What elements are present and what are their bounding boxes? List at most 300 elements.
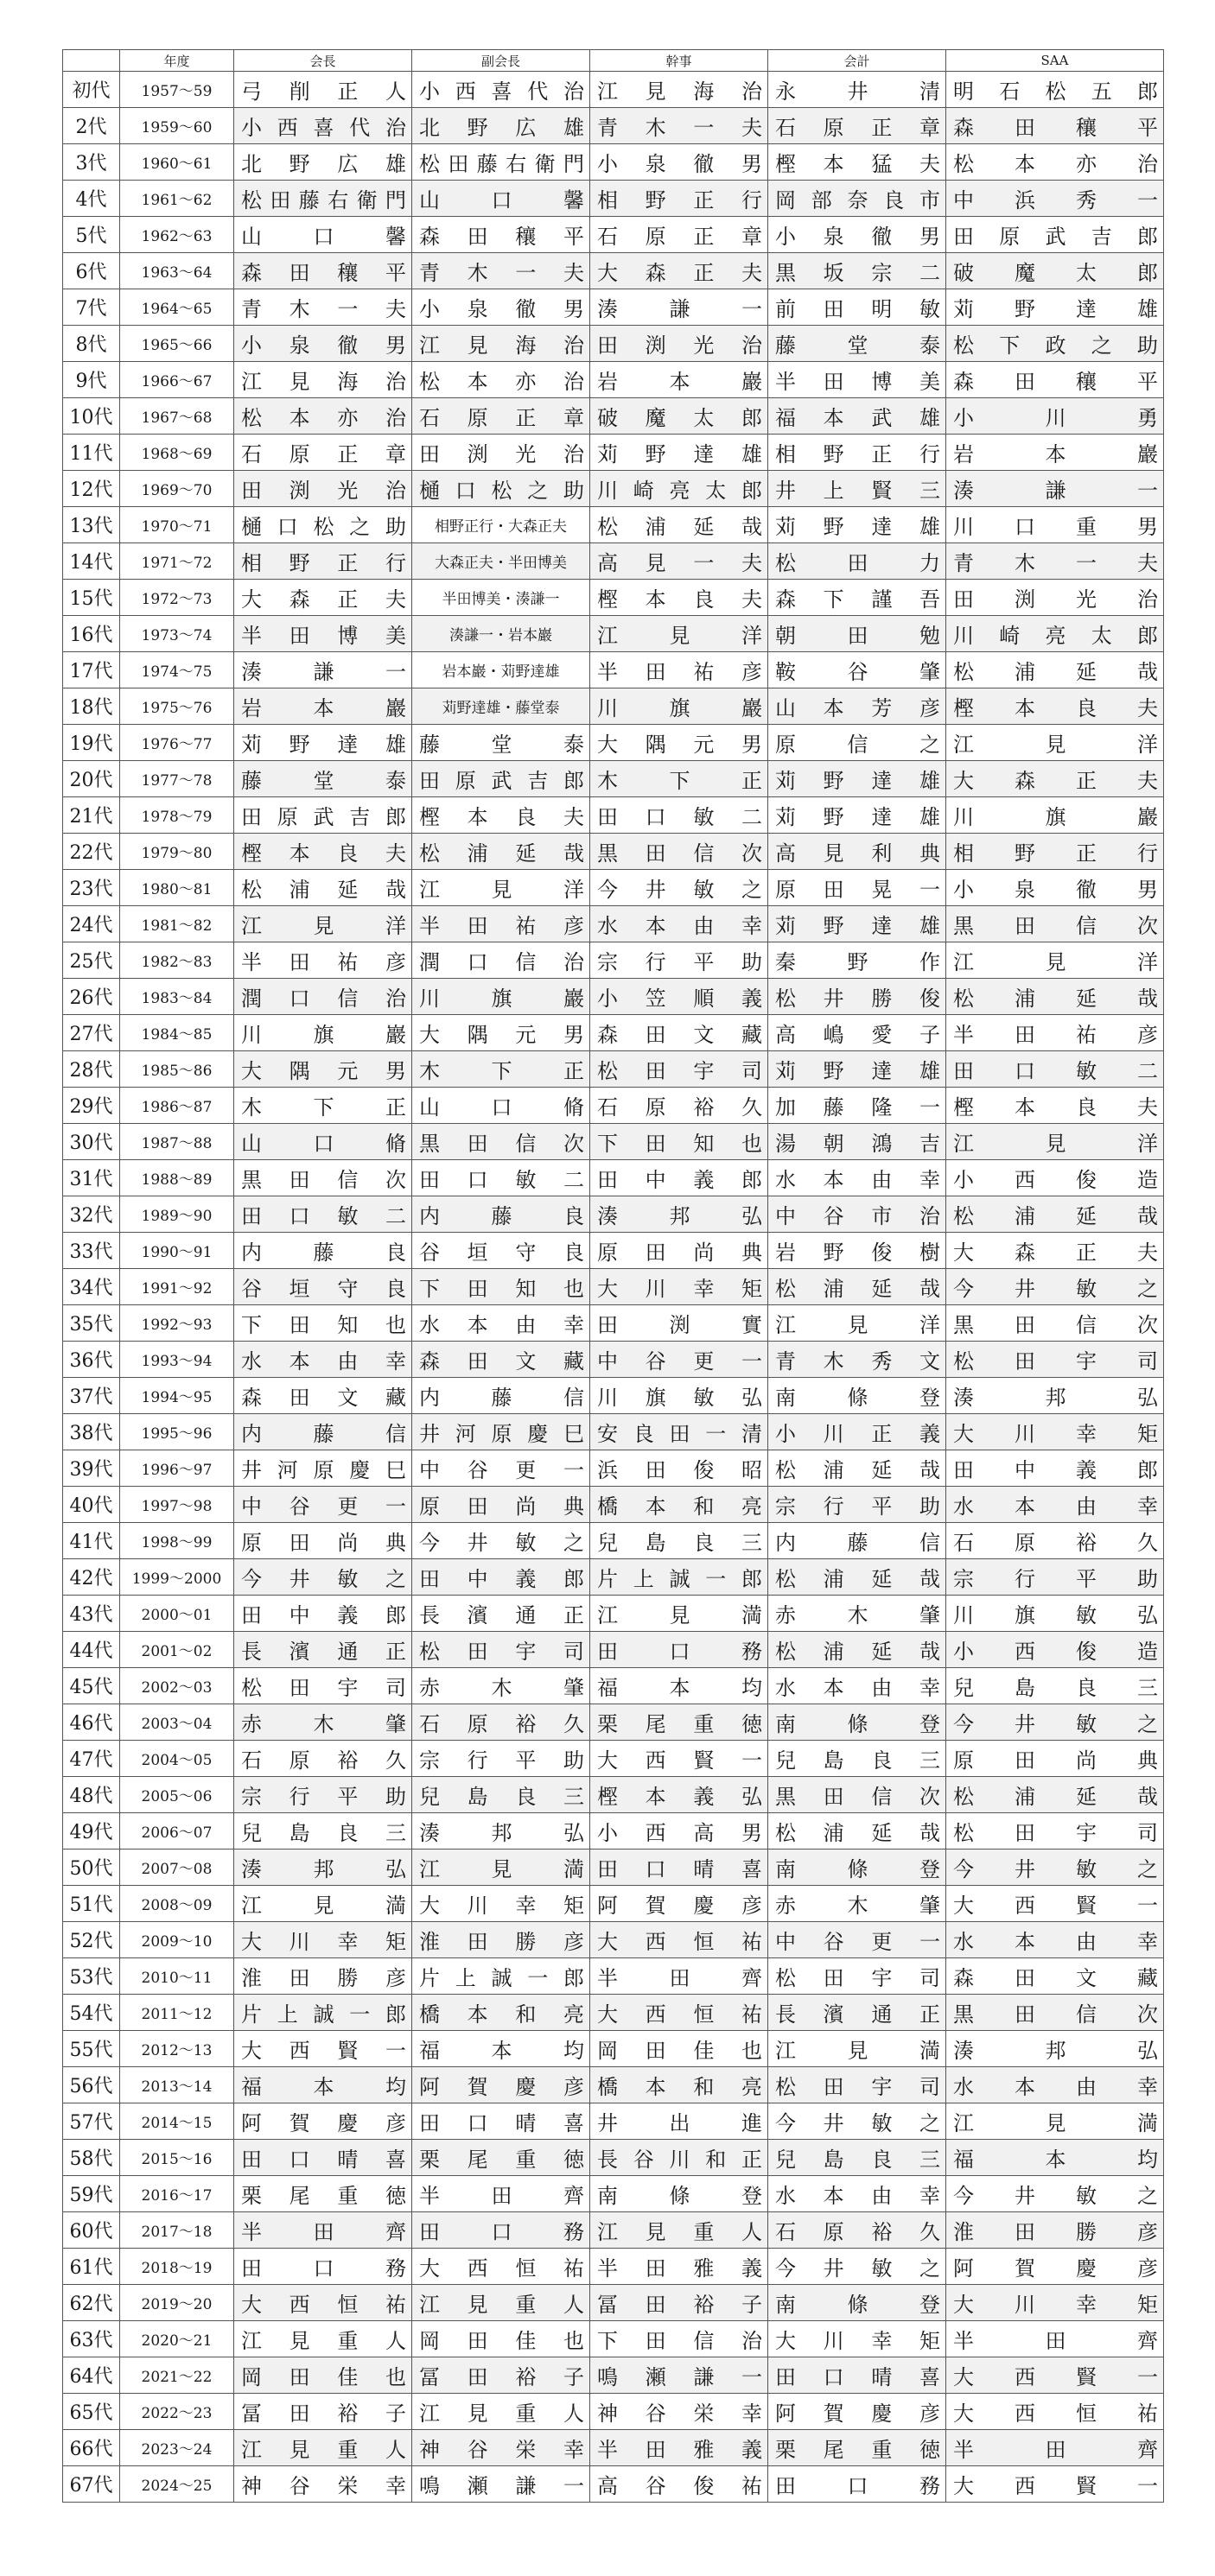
vice-president-cell: 小西喜代治 (412, 72, 590, 108)
saa-cell: 岩本巖 (946, 435, 1164, 471)
vice-president-cell: 江見洋 (412, 870, 590, 906)
president-cell: 神谷栄幸 (234, 2466, 412, 2503)
vice-president-cell: 水本由幸 (412, 1305, 590, 1342)
secretary-cell: 井出進 (590, 2103, 768, 2140)
generation-cell: 25代 (63, 942, 120, 979)
generation-cell: 65代 (63, 2394, 120, 2430)
secretary-cell: 苅野達雄 (590, 435, 768, 471)
year-cell: 1979～80 (120, 834, 234, 870)
year-cell: 1995～96 (120, 1414, 234, 1450)
generation-cell: 22代 (63, 834, 120, 870)
saa-cell: 大川幸矩 (946, 2285, 1164, 2321)
table-row (63, 1559, 1164, 1596)
table-row (63, 289, 1164, 326)
treasurer-cell: 高嶋愛子 (768, 1015, 946, 1051)
president-cell: 長濱通正 (234, 1632, 412, 1668)
treasurer-cell: 栗尾重徳 (768, 2430, 946, 2466)
saa-cell: 川崎亮太郎 (946, 616, 1164, 652)
year-cell: 1982～83 (120, 942, 234, 979)
vice-president-cell: 内藤良 (412, 1196, 590, 1233)
saa-cell: 淮田勝彦 (946, 2212, 1164, 2249)
treasurer-cell: 南條登 (768, 1378, 946, 1414)
secretary-cell: 石原裕久 (590, 1088, 768, 1124)
secretary-cell: 森田文藏 (590, 1015, 768, 1051)
saa-cell: 水本由幸 (946, 1922, 1164, 1958)
table-row (63, 1668, 1164, 1704)
treasurer-cell: 松田宇司 (768, 2067, 946, 2103)
president-cell: 淮田勝彦 (234, 1958, 412, 1995)
generation-cell: 33代 (63, 1233, 120, 1269)
saa-cell: 苅野達雄 (946, 289, 1164, 326)
secretary-cell: 江見満 (590, 1596, 768, 1632)
president-cell: 下田知也 (234, 1305, 412, 1342)
year-cell: 1978～79 (120, 797, 234, 834)
secretary-cell: 阿賀慶彦 (590, 1886, 768, 1922)
year-cell: 2012～13 (120, 2031, 234, 2067)
generation-cell: 59代 (63, 2176, 120, 2212)
treasurer-cell: 苅野達雄 (768, 1051, 946, 1088)
table-row (63, 2067, 1164, 2103)
year-cell: 1996～97 (120, 1450, 234, 1487)
secretary-cell: 宗行平助 (590, 942, 768, 979)
president-cell: 江見重人 (234, 2430, 412, 2466)
table-row (63, 870, 1164, 906)
president-cell: 江見満 (234, 1886, 412, 1922)
generation-cell: 14代 (63, 543, 120, 580)
table-row (63, 1015, 1164, 1051)
president-cell: 湊謙一 (234, 652, 412, 688)
president-cell: 田渕光治 (234, 471, 412, 507)
secretary-cell: 黒田信次 (590, 834, 768, 870)
generation-cell: 49代 (63, 1813, 120, 1850)
year-cell: 1972～73 (120, 580, 234, 616)
treasurer-cell: 阿賀慶彦 (768, 2394, 946, 2430)
table-row (63, 1596, 1164, 1632)
president-cell: 今井敏之 (234, 1559, 412, 1596)
president-cell: 内藤信 (234, 1414, 412, 1450)
vice-president-cell: 松本亦治 (412, 362, 590, 398)
secretary-cell: 湊謙一 (590, 289, 768, 326)
vice-president-cell: 苅野達雄・藤堂泰 (412, 688, 590, 725)
treasurer-cell: 長濱通正 (768, 1995, 946, 2031)
vice-president-cell: 黒田信次 (412, 1124, 590, 1160)
saa-cell: 松浦延哉 (946, 652, 1164, 688)
table-row (63, 1958, 1164, 1995)
table-row (63, 217, 1164, 253)
vice-president-cell: 森田文藏 (412, 1342, 590, 1378)
vice-president-cell: 田口敏二 (412, 1160, 590, 1196)
secretary-cell: 岡田佳也 (590, 2031, 768, 2067)
secretary-cell: 木下正 (590, 761, 768, 797)
vice-president-cell: 半田齊 (412, 2176, 590, 2212)
secretary-cell: 川旗敏弘 (590, 1378, 768, 1414)
treasurer-cell: 苅野達雄 (768, 507, 946, 543)
treasurer-cell: 南條登 (768, 1850, 946, 1886)
secretary-cell: 今井敏之 (590, 870, 768, 906)
secretary-cell: 田渕光治 (590, 326, 768, 362)
vice-president-cell: 藤堂泰 (412, 725, 590, 761)
saa-cell: 黒田信次 (946, 906, 1164, 942)
president-cell: 松本亦治 (234, 398, 412, 435)
generation-cell: 31代 (63, 1160, 120, 1196)
saa-cell: 石原裕久 (946, 1523, 1164, 1559)
year-cell: 1970～71 (120, 507, 234, 543)
vice-president-cell: 樋口松之助 (412, 471, 590, 507)
secretary-cell: 江見海治 (590, 72, 768, 108)
treasurer-cell: 福本武雄 (768, 398, 946, 435)
saa-cell: 川口重男 (946, 507, 1164, 543)
treasurer-cell: 永井清 (768, 72, 946, 108)
saa-cell: 松田宇司 (946, 1813, 1164, 1850)
saa-cell: 松浦延哉 (946, 1196, 1164, 1233)
saa-cell: 半田齊 (946, 2321, 1164, 2357)
president-cell: 冨田裕子 (234, 2394, 412, 2430)
secretary-cell: 江見洋 (590, 616, 768, 652)
vice-president-cell: 中谷更一 (412, 1450, 590, 1487)
table-row (63, 834, 1164, 870)
vice-president-cell: 宗行平助 (412, 1741, 590, 1777)
table-row (63, 2321, 1164, 2357)
table-row (63, 326, 1164, 362)
president-cell: 樋口松之助 (234, 507, 412, 543)
table-row (63, 1523, 1164, 1559)
president-cell: 栗尾重徳 (234, 2176, 412, 2212)
treasurer-cell: 田口晴喜 (768, 2357, 946, 2394)
vice-president-cell: 谷垣守良 (412, 1233, 590, 1269)
generation-cell: 19代 (63, 725, 120, 761)
president-cell: 弓削正人 (234, 72, 412, 108)
year-cell: 2009～10 (120, 1922, 234, 1958)
secretary-cell: 青木一夫 (590, 108, 768, 144)
table-row (63, 507, 1164, 543)
table-row (63, 942, 1164, 979)
saa-cell: 阿賀慶彦 (946, 2249, 1164, 2285)
saa-cell: 森田文藏 (946, 1958, 1164, 1995)
saa-cell: 大森正夫 (946, 1233, 1164, 1269)
secretary-cell: 高見一夫 (590, 543, 768, 580)
vice-president-cell: 片上誠一郎 (412, 1958, 590, 1995)
secretary-cell: 浜田俊昭 (590, 1450, 768, 1487)
president-cell: 森田穰平 (234, 253, 412, 289)
year-cell: 2021～22 (120, 2357, 234, 2394)
treasurer-cell: 岩野俊樹 (768, 1233, 946, 1269)
year-cell: 2014～15 (120, 2103, 234, 2140)
president-cell: 岩本巖 (234, 688, 412, 725)
table-row (63, 1886, 1164, 1922)
secretary-cell: 破魔太郎 (590, 398, 768, 435)
treasurer-cell: 兒島良三 (768, 1741, 946, 1777)
year-cell: 2022～23 (120, 2394, 234, 2430)
treasurer-cell: 水本由幸 (768, 1668, 946, 1704)
saa-cell: 湊邦弘 (946, 2031, 1164, 2067)
vice-president-cell: 赤木肇 (412, 1668, 590, 1704)
treasurer-cell: 江見満 (768, 2031, 946, 2067)
table-row (63, 1813, 1164, 1850)
year-cell: 1976～77 (120, 725, 234, 761)
secretary-cell: 大隅元男 (590, 725, 768, 761)
header-row (63, 50, 1164, 72)
president-cell: 潤口信治 (234, 979, 412, 1015)
table-row (63, 1632, 1164, 1668)
president-cell: 岡田佳也 (234, 2357, 412, 2394)
treasurer-cell: 松田力 (768, 543, 946, 580)
president-cell: 大西賢一 (234, 2031, 412, 2067)
saa-cell: 松浦延哉 (946, 979, 1164, 1015)
officers-table (62, 49, 1164, 2503)
generation-cell: 40代 (63, 1487, 120, 1523)
treasurer-cell: 朝田勉 (768, 616, 946, 652)
year-cell: 1985～86 (120, 1051, 234, 1088)
generation-cell: 67代 (63, 2466, 120, 2503)
table-row (63, 181, 1164, 217)
year-cell: 2023～24 (120, 2430, 234, 2466)
secretary-cell: 長谷川和正 (590, 2140, 768, 2176)
table-row (63, 2394, 1164, 2430)
generation-cell: 34代 (63, 1269, 120, 1305)
secretary-cell: 南條登 (590, 2176, 768, 2212)
president-cell: 片上誠一郎 (234, 1995, 412, 2031)
generation-cell: 16代 (63, 616, 120, 652)
year-cell: 1999～2000 (120, 1559, 234, 1596)
secretary-cell: 石原正章 (590, 217, 768, 253)
generation-cell: 23代 (63, 870, 120, 906)
saa-cell: 半田祐彦 (946, 1015, 1164, 1051)
table-row (63, 1160, 1164, 1196)
treasurer-cell: 赤木肇 (768, 1886, 946, 1922)
president-cell: 原田尚典 (234, 1523, 412, 1559)
generation-cell: 10代 (63, 398, 120, 435)
generation-cell: 42代 (63, 1559, 120, 1596)
officers-table-body (63, 72, 1164, 2503)
president-cell: 湊邦弘 (234, 1850, 412, 1886)
year-cell: 2007～08 (120, 1850, 234, 1886)
treasurer-cell: 黒田信次 (768, 1777, 946, 1813)
secretary-cell: 田口晴喜 (590, 1850, 768, 1886)
year-cell: 1973～74 (120, 616, 234, 652)
year-cell: 2003～04 (120, 1704, 234, 1741)
president-cell: 江見洋 (234, 906, 412, 942)
year-cell: 1990～91 (120, 1233, 234, 1269)
generation-cell: 52代 (63, 1922, 120, 1958)
saa-cell: 原田尚典 (946, 1741, 1164, 1777)
secretary-cell: 橋本和亮 (590, 2067, 768, 2103)
table-row (63, 1233, 1164, 1269)
generation-cell: 11代 (63, 435, 120, 471)
year-cell: 1965～66 (120, 326, 234, 362)
generation-cell: 24代 (63, 906, 120, 942)
secretary-cell: 大西賢一 (590, 1741, 768, 1777)
president-cell: 半田祐彦 (234, 942, 412, 979)
secretary-cell: 安良田一清 (590, 1414, 768, 1450)
president-cell: 木下正 (234, 1088, 412, 1124)
president-cell: 田原武吉郎 (234, 797, 412, 834)
secretary-cell: 小泉徹男 (590, 144, 768, 181)
vice-president-cell: 福本均 (412, 2031, 590, 2067)
year-cell: 1991～92 (120, 1269, 234, 1305)
table-row (63, 398, 1164, 435)
saa-cell: 大川幸矩 (946, 1414, 1164, 1450)
vice-president-cell: 今井敏之 (412, 1523, 590, 1559)
table-row (63, 1922, 1164, 1958)
secretary-cell: 川崎亮太郎 (590, 471, 768, 507)
vice-president-cell: 田渕光治 (412, 435, 590, 471)
vice-president-cell: 岡田佳也 (412, 2321, 590, 2357)
generation-cell: 6代 (63, 253, 120, 289)
president-cell: 川旗巖 (234, 1015, 412, 1051)
secretary-cell: 下田知也 (590, 1124, 768, 1160)
table-row (63, 2249, 1164, 2285)
secretary-cell: 岩本巖 (590, 362, 768, 398)
generation-cell: 48代 (63, 1777, 120, 1813)
generation-cell: 35代 (63, 1305, 120, 1342)
treasurer-cell: 原田晃一 (768, 870, 946, 906)
year-cell: 1967～68 (120, 398, 234, 435)
generation-cell: 53代 (63, 1958, 120, 1995)
treasurer-cell: 原信之 (768, 725, 946, 761)
treasurer-cell: 石原裕久 (768, 2212, 946, 2249)
header-vice-president: 副会長 (412, 50, 590, 72)
year-cell: 1993～94 (120, 1342, 234, 1378)
treasurer-cell: 小泉徹男 (768, 217, 946, 253)
table-row (63, 1741, 1164, 1777)
vice-president-cell: 冨田裕子 (412, 2357, 590, 2394)
year-cell: 2019～20 (120, 2285, 234, 2321)
treasurer-cell: 半田博美 (768, 362, 946, 398)
vice-president-cell: 湊邦弘 (412, 1813, 590, 1850)
vice-president-cell: 大隅元男 (412, 1015, 590, 1051)
treasurer-cell: 松浦延哉 (768, 1559, 946, 1596)
year-cell: 1981～82 (120, 906, 234, 942)
generation-cell: 39代 (63, 1450, 120, 1487)
generation-cell: 43代 (63, 1596, 120, 1632)
secretary-cell: 田渕實 (590, 1305, 768, 1342)
president-cell: 半田齊 (234, 2212, 412, 2249)
saa-cell: 福本均 (946, 2140, 1164, 2176)
secretary-cell: 川旗巖 (590, 688, 768, 725)
vice-president-cell: 栗尾重徳 (412, 2140, 590, 2176)
vice-president-cell: 下田知也 (412, 1269, 590, 1305)
generation-cell: 4代 (63, 181, 120, 217)
table-row (63, 2031, 1164, 2067)
generation-cell: 56代 (63, 2067, 120, 2103)
saa-cell: 森田穰平 (946, 108, 1164, 144)
year-cell: 1957～59 (120, 72, 234, 108)
president-cell: 石原裕久 (234, 1741, 412, 1777)
president-cell: 田中義郎 (234, 1596, 412, 1632)
year-cell: 2011～12 (120, 1995, 234, 2031)
header-president: 会長 (234, 50, 412, 72)
year-cell: 1959～60 (120, 108, 234, 144)
generation-cell: 8代 (63, 326, 120, 362)
generation-cell: 3代 (63, 144, 120, 181)
vice-president-cell: 石原正章 (412, 398, 590, 435)
treasurer-cell: 相野正行 (768, 435, 946, 471)
generation-cell: 64代 (63, 2357, 120, 2394)
year-cell: 2020～21 (120, 2321, 234, 2357)
generation-cell: 32代 (63, 1196, 120, 1233)
saa-cell: 大森正夫 (946, 761, 1164, 797)
saa-cell: 小西俊造 (946, 1160, 1164, 1196)
vice-president-cell: 田口晴喜 (412, 2103, 590, 2140)
generation-cell: 初代 (63, 72, 120, 108)
vice-president-cell: 相野正行・大森正夫 (412, 507, 590, 543)
generation-cell: 17代 (63, 652, 120, 688)
year-cell: 1963～64 (120, 253, 234, 289)
generation-cell: 66代 (63, 2430, 120, 2466)
treasurer-cell: 藤堂泰 (768, 326, 946, 362)
table-row (63, 1305, 1164, 1342)
president-cell: 松田藤右衛門 (234, 181, 412, 217)
president-cell: 藤堂泰 (234, 761, 412, 797)
generation-cell: 54代 (63, 1995, 120, 2031)
year-cell: 1983～84 (120, 979, 234, 1015)
vice-president-cell: 田口務 (412, 2212, 590, 2249)
secretary-cell: 樫本良夫 (590, 580, 768, 616)
saa-cell: 松本亦治 (946, 144, 1164, 181)
treasurer-cell: 今井敏之 (768, 2249, 946, 2285)
table-row (63, 1196, 1164, 1233)
vice-president-cell: 湊謙一・岩本巖 (412, 616, 590, 652)
table-row (63, 1487, 1164, 1523)
president-cell: 江見重人 (234, 2321, 412, 2357)
secretary-cell: 高谷俊祐 (590, 2466, 768, 2503)
table-row (63, 979, 1164, 1015)
year-cell: 1966～67 (120, 362, 234, 398)
year-cell: 1975～76 (120, 688, 234, 725)
president-cell: 水本由幸 (234, 1342, 412, 1378)
saa-cell: 半田齊 (946, 2430, 1164, 2466)
secretary-cell: 福本均 (590, 1668, 768, 1704)
saa-cell: 川旗巖 (946, 797, 1164, 834)
generation-cell: 63代 (63, 2321, 120, 2357)
year-cell: 2015～16 (120, 2140, 234, 2176)
table-row (63, 688, 1164, 725)
treasurer-cell: 苅野達雄 (768, 761, 946, 797)
year-cell: 1994～95 (120, 1378, 234, 1414)
secretary-cell: 橋本和亮 (590, 1487, 768, 1523)
president-cell: 小泉徹男 (234, 326, 412, 362)
year-cell: 2018～19 (120, 2249, 234, 2285)
president-cell: 北野広雄 (234, 144, 412, 181)
secretary-cell: 田口務 (590, 1632, 768, 1668)
treasurer-cell: 大川幸矩 (768, 2321, 946, 2357)
treasurer-cell: 田口務 (768, 2466, 946, 2503)
president-cell: 相野正行 (234, 543, 412, 580)
year-cell: 1986～87 (120, 1088, 234, 1124)
saa-cell: 小泉徹男 (946, 870, 1164, 906)
secretary-cell: 冨田裕子 (590, 2285, 768, 2321)
vice-president-cell: 鳴瀬謙一 (412, 2466, 590, 2503)
table-row (63, 1124, 1164, 1160)
secretary-cell: 大川幸矩 (590, 1269, 768, 1305)
vice-president-cell: 淮田勝彦 (412, 1922, 590, 1958)
saa-cell: 水本由幸 (946, 1487, 1164, 1523)
saa-cell: 小西俊造 (946, 1632, 1164, 1668)
secretary-cell: 鳴瀬謙一 (590, 2357, 768, 2394)
saa-cell: 江見洋 (946, 725, 1164, 761)
president-cell: 山口脩 (234, 1124, 412, 1160)
treasurer-cell: 松浦延哉 (768, 1269, 946, 1305)
saa-cell: 大西恒祐 (946, 2394, 1164, 2430)
secretary-cell: 大森正夫 (590, 253, 768, 289)
vice-president-cell: 橋本和亮 (412, 1995, 590, 2031)
generation-cell: 45代 (63, 1668, 120, 1704)
table-row (63, 1342, 1164, 1378)
generation-cell: 27代 (63, 1015, 120, 1051)
saa-cell: 小川勇 (946, 398, 1164, 435)
treasurer-cell: 山本芳彦 (768, 688, 946, 725)
treasurer-cell: 苅野達雄 (768, 906, 946, 942)
